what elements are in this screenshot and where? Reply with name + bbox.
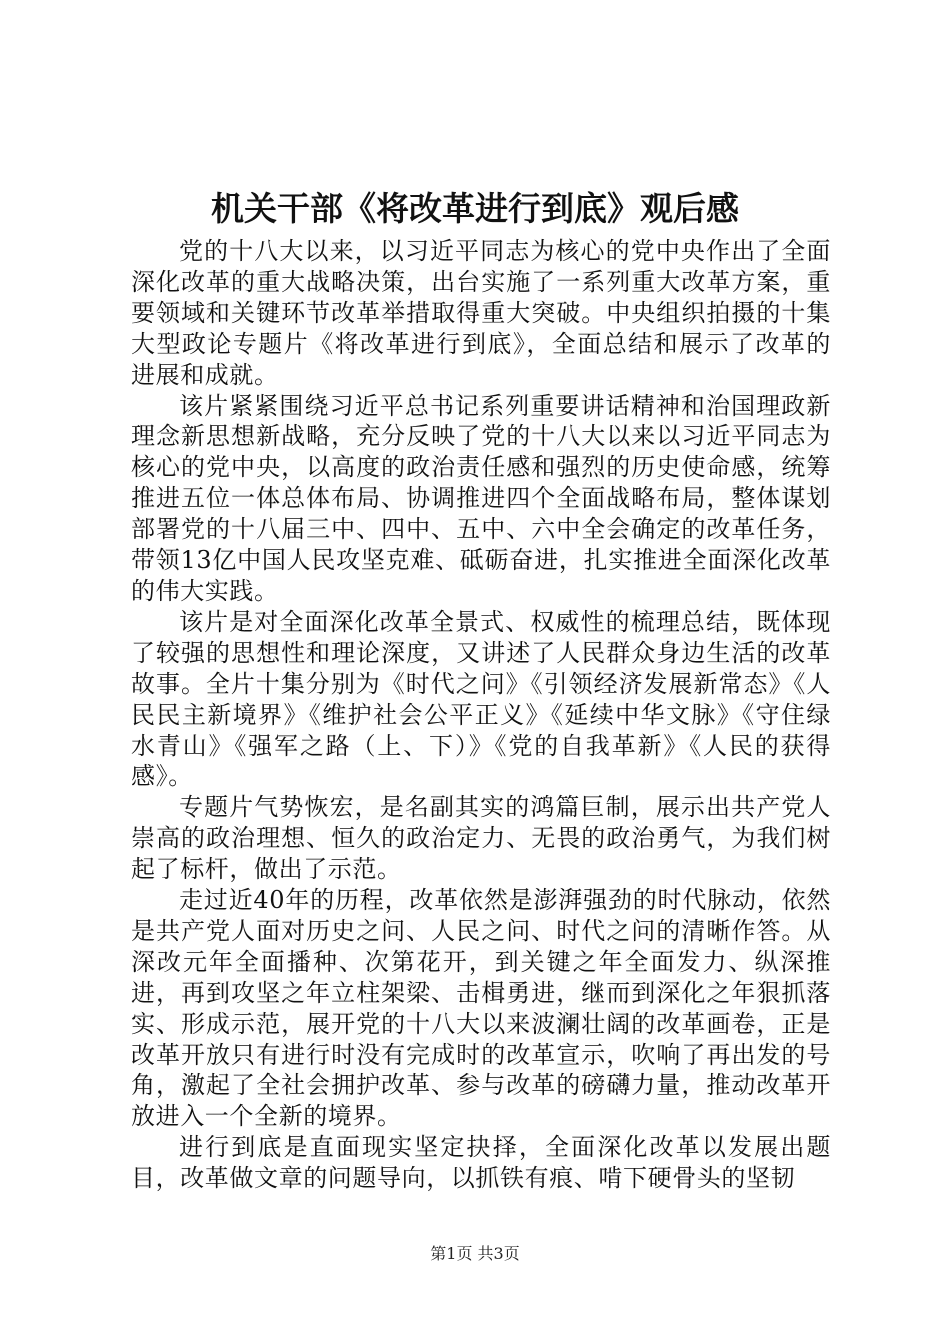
page-footer: 第1页 共3页 [430,1244,520,1263]
paragraph-5: 走过近40年的历程，改革依然是澎湃强劲的时代脉动，依然是共产党人面对历史之问、人民之问、时代之问的清晰作答。从深改元年全面播种、次第花开，到关键之年全面发力、纵深推进，再到攻坚之年立柱架梁、击楫勇进，继而到深化之年狠抓落实、形成示范，展开党的十八大以来波澜壮阔的改革画卷，正是改革开放只有进行时没有完成时的改革宣示，吹响了再出发的号角，激起了全社会拥护改革、参与改革的磅礴力量，推动改革开放进入一个全新的境界。 [131,886,831,1131]
document-title: 机关干部《将改革进行到底》观后感 [211,189,739,228]
paragraph-6: 进行到底是直面现实坚定抉择，全面深化改革以发展出题目，改革做文章的问题导向，以抓铁有痕、啃下硬骨头的坚韧 [131,1133,831,1193]
paragraph-4: 专题片气势恢宏，是名副其实的鸿篇巨制，展示出共产党人崇高的政治理想、恒久的政治定力、无畏的政治勇气，为我们树起了标杆，做出了示范。 [131,793,831,884]
document-body [131,236,831,1194]
paragraph-2: 该片紧紧围绕习近平总书记系列重要讲话精神和治国理政新理念新思想新战略，充分反映了党的十八大以来以习近平同志为核心的党中央，以高度的政治责任感和强烈的历史使命感，统筹推进五位一体总体布局、协调推进四个全面战略布局，整体谋划部署党的十八届三中、四中、五中、六中全会确定的改革任务，带领13亿中国人民攻坚克难、砥砺奋进，扎实推进全面深化改革的伟大实践。 [131,391,831,605]
paragraph-3: 该片是对全面深化改革全景式、权威性的梳理总结，既体现了较强的思想性和理论深度，又讲述了人民群众身边生活的改革故事。全片十集分别为《时代之问》《引领经济发展新常态》《人民民主新境界》《维护社会公平正义》《延续中华文脉》《守住绿水青山》《强军之路（上、下）》《党的自我革新》《人民的获得感》。 [131,607,831,791]
paragraph-1: 党的十八大以来，以习近平同志为核心的党中央作出了全面深化改革的重大战略决策，出台实施了一系列重大改革方案，重要领域和关键环节改革举措取得重大突破。中央组织拍摄的十集大型政论专题片《将改革进行到底》，全面总结和展示了改革的进展和成就。 [131,237,831,389]
